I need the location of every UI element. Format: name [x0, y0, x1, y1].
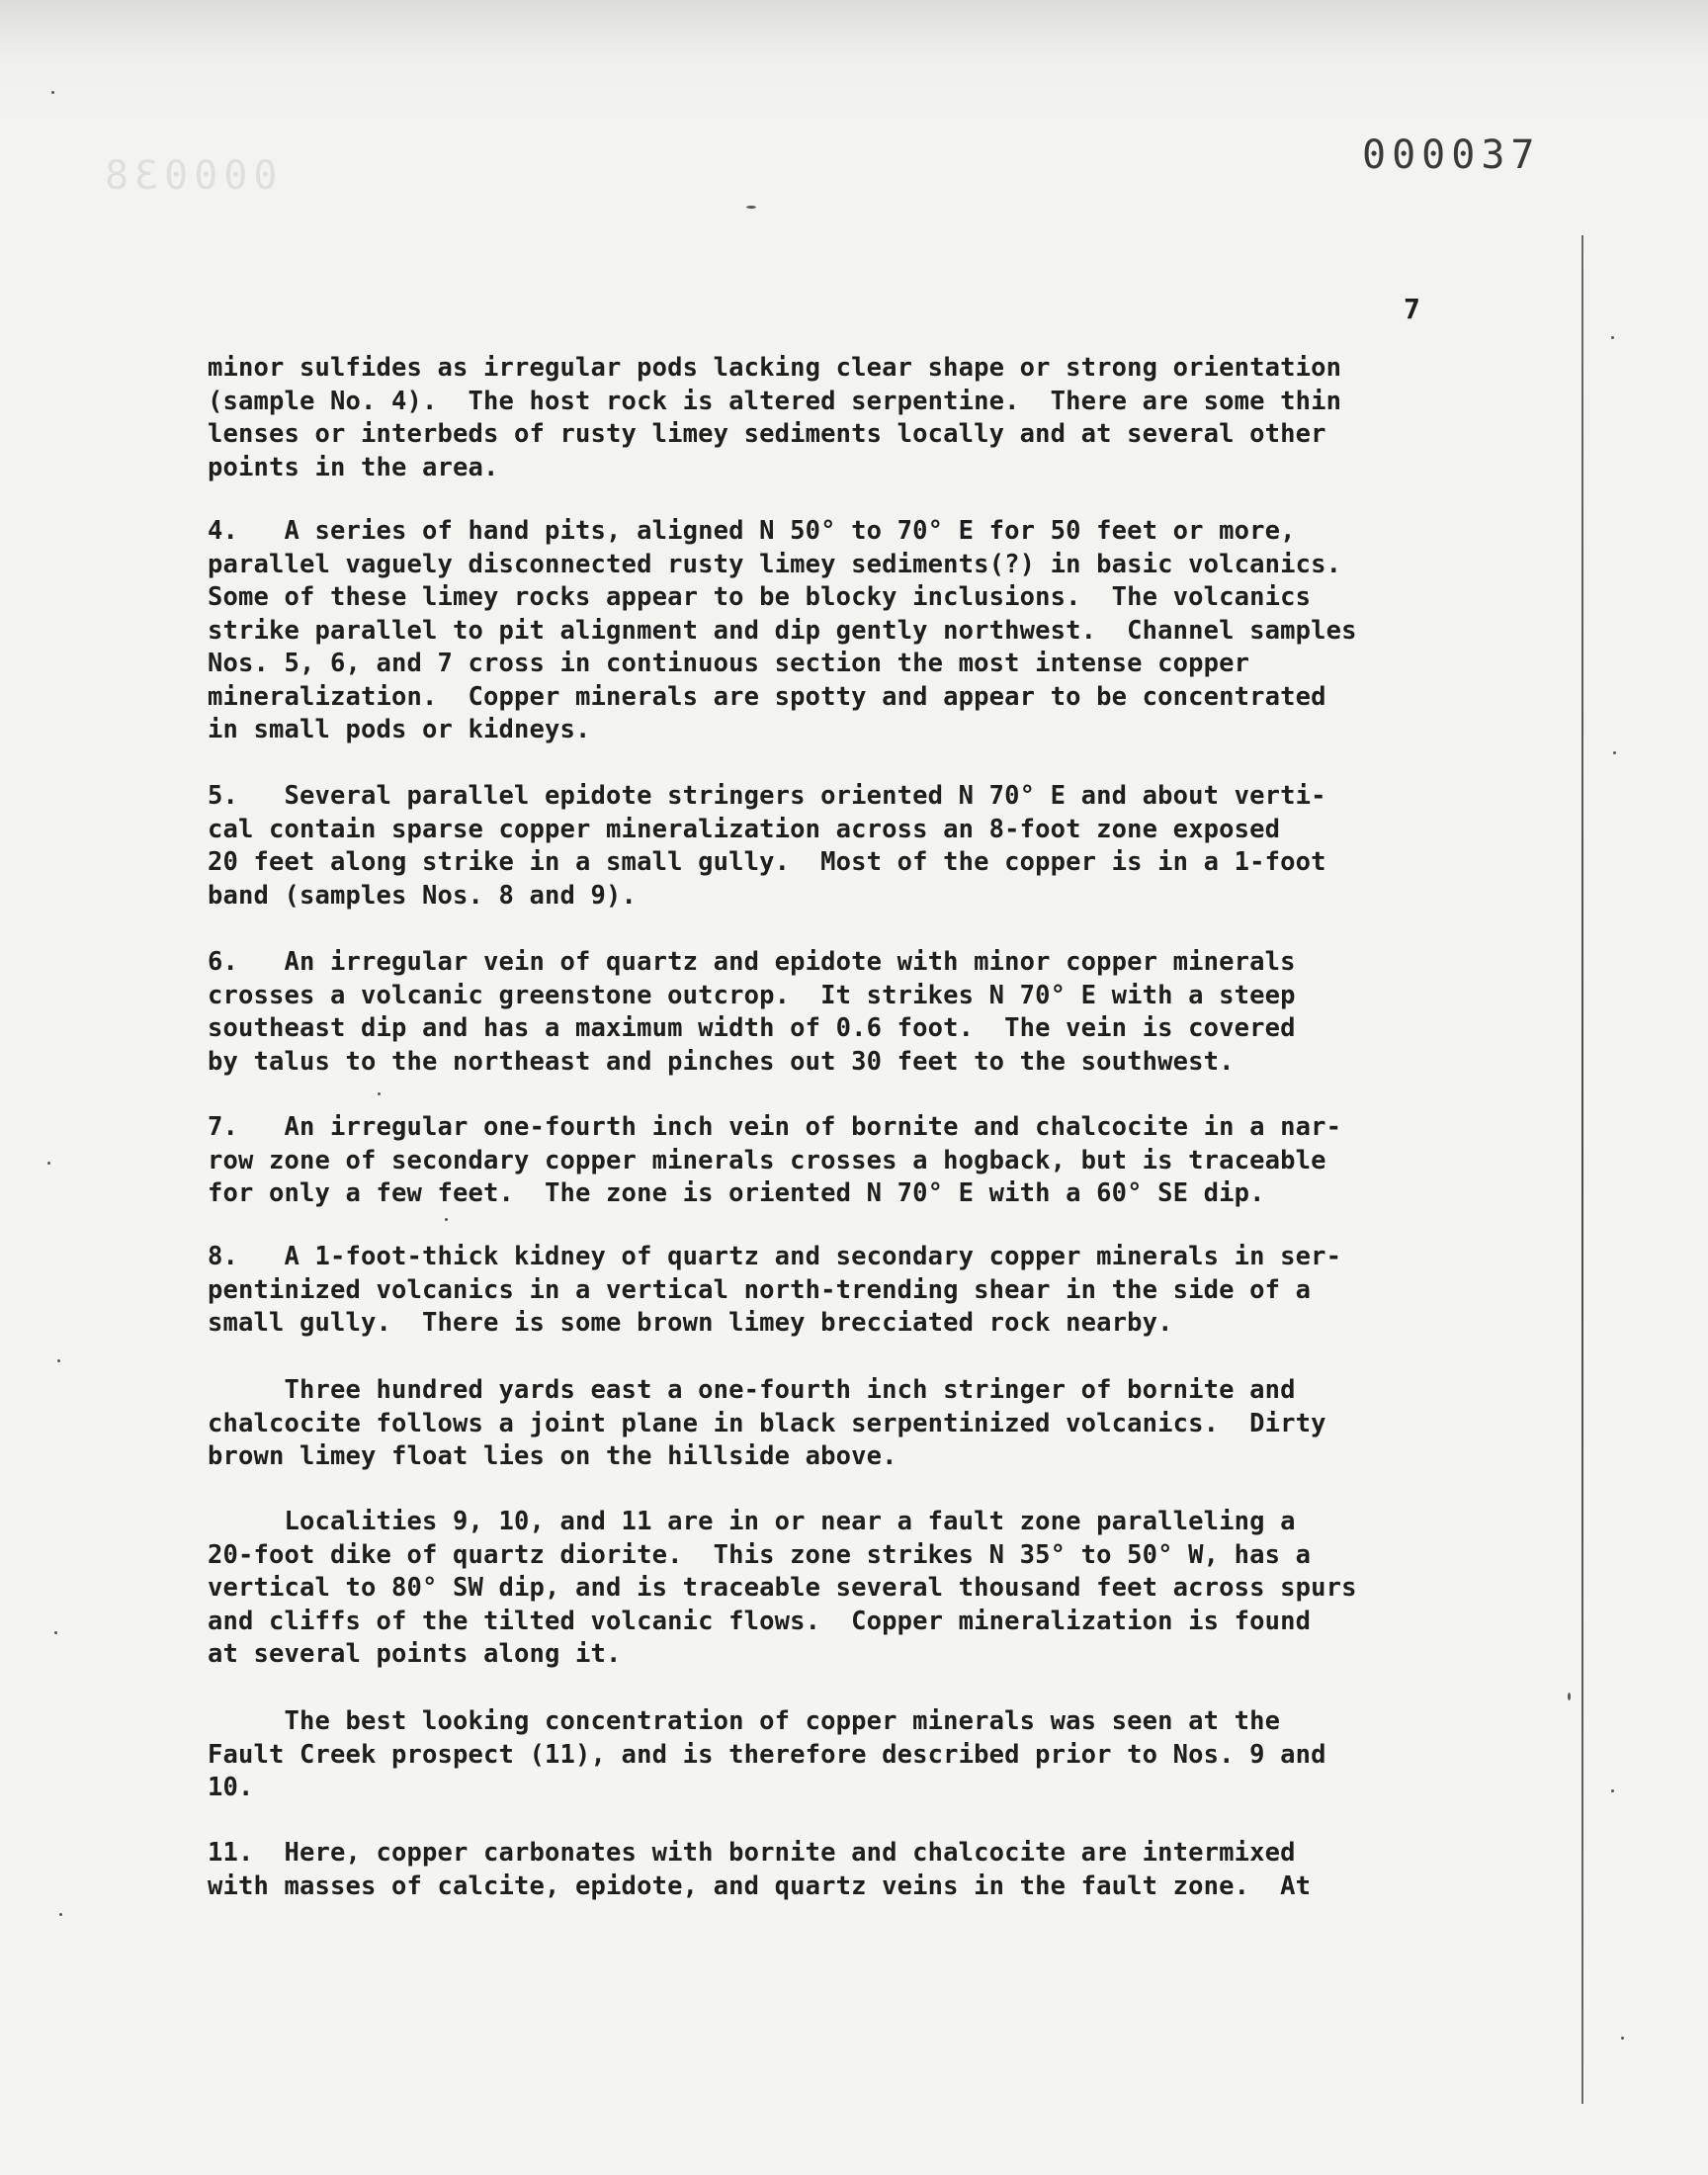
- text-line: The best looking concentration of copper minerals was seen at the: [208, 1706, 1281, 1736]
- text-line: row zone of secondary copper minerals crosses a hogback, but is traceable: [208, 1145, 1326, 1175]
- text-line: with masses of calcite, epidote, and quartz veins in the fault zone. At: [208, 1870, 1312, 1901]
- text-line: 10.: [208, 1773, 254, 1802]
- text-line: 11. Here, copper carbonates with bornite and chalcocite are intermixed: [208, 1838, 1296, 1868]
- scan-speck: [51, 91, 54, 94]
- text-line: in small pods or kidneys.: [208, 715, 591, 744]
- scan-speck: [378, 1092, 381, 1095]
- paragraph-item-5: [208, 780, 1326, 913]
- text-line: strike parallel to pit alignment and dip gently northwest. Channel samples: [208, 615, 1357, 646]
- scan-speck: [57, 1359, 60, 1362]
- text-line: mineralization. Copper minerals are spotty and appear to be concentrated: [208, 681, 1326, 712]
- paragraph-item-6: [208, 946, 1296, 1079]
- text-line: by talus to the northeast and pinches out 30 feet to the southwest.: [208, 1046, 1235, 1077]
- margin-rule: [1581, 235, 1583, 2104]
- text-line: lenses or interbeds of rusty limey sediments locally and at several other: [208, 419, 1326, 449]
- paragraph-item-7: [208, 1111, 1341, 1211]
- scan-shadow: [0, 0, 1708, 59]
- text-line: Nos. 5, 6, and 7 cross in continuous section the most intense copper: [208, 649, 1250, 678]
- text-line: 7. An irregular one-fourth inch vein of bornite and chalcocite in a nar-: [208, 1112, 1342, 1142]
- text-line: vertical to 80° SW dip, and is traceable several thousand feet across spurs: [208, 1573, 1357, 1603]
- text-line: for only a few feet. The zone is oriented N 70° E with a 60° SE dip.: [208, 1178, 1265, 1208]
- paragraph-intro: [208, 352, 1341, 484]
- paragraph-three-hundred-yards: [208, 1374, 1326, 1474]
- text-line: 4. A series of hand pits, aligned N 50° to 70° E for 50 feet or more,: [208, 516, 1296, 546]
- text-line: small gully. There is some brown limey brecciated rock nearby.: [208, 1308, 1173, 1338]
- text-line: parallel vaguely disconnected rusty limey sediments(?) in basic volcanics.: [208, 549, 1342, 579]
- scan-speck: [1611, 1789, 1614, 1792]
- text-line: 20 feet along strike in a small gully. Most of the copper is in a 1-foot: [208, 847, 1326, 877]
- scan-speck: [1621, 2037, 1624, 2040]
- text-line: and cliffs of the tilted volcanic flows. Copper mineralization is found: [208, 1606, 1312, 1636]
- text-line: brown limey float lies on the hillside above.: [208, 1441, 897, 1471]
- text-line: at several points along it.: [208, 1639, 622, 1669]
- text-line: cal contain sparse copper mineralization across an 8-foot zone exposed: [208, 814, 1281, 844]
- text-line: minor sulfides as irregular pods lacking clear shape or strong orientation: [208, 353, 1342, 383]
- page-number: 7: [1404, 293, 1420, 325]
- paragraph-item-4: [208, 515, 1357, 747]
- scan-speck: [1568, 1693, 1571, 1700]
- text-line: Three hundred yards east a one-fourth inch stringer of bornite and: [208, 1375, 1296, 1405]
- scan-speck: [445, 1218, 448, 1221]
- text-line: southeast dip and has a maximum width of 0.6 foot. The vein is covered: [208, 1013, 1296, 1043]
- bleed-through-stamp: 000038: [99, 153, 278, 199]
- scan-speck: [59, 1913, 62, 1916]
- text-line: band (samples Nos. 8 and 9).: [208, 880, 638, 911]
- paragraph-localities: [208, 1506, 1357, 1672]
- scan-speck: [746, 206, 756, 209]
- text-line: Localities 9, 10, and 11 are in or near a fault zone paralleling a: [208, 1507, 1296, 1536]
- text-line: 5. Several parallel epidote stringers oriented N 70° E and about verti-: [208, 781, 1326, 811]
- text-line: Some of these limey rocks appear to be blocky inclusions. The volcanics: [208, 582, 1312, 612]
- bates-stamp-number: 000037: [1362, 132, 1541, 178]
- paragraph-item-8: [208, 1241, 1341, 1341]
- text-line: 6. An irregular vein of quartz and epidote with minor copper minerals: [208, 947, 1296, 977]
- text-line: Fault Creek prospect (11), and is therefore described prior to Nos. 9 and: [208, 1739, 1326, 1770]
- text-line: points in the area.: [208, 452, 499, 482]
- scan-speck: [1613, 751, 1616, 754]
- paragraph-item-11: [208, 1837, 1311, 1903]
- scan-speck: [54, 1631, 57, 1634]
- scan-speck: [1611, 336, 1614, 339]
- text-line: chalcocite follows a joint plane in black serpentinized volcanics. Dirty: [208, 1408, 1326, 1438]
- scan-speck: [47, 1162, 50, 1165]
- text-line: 8. A 1-foot-thick kidney of quartz and secondary copper minerals in ser-: [208, 1242, 1342, 1271]
- text-line: pentinized volcanics in a vertical north-trending shear in the side of a: [208, 1274, 1312, 1305]
- text-line: (sample No. 4). The host rock is altered serpentine. There are some thin: [208, 386, 1342, 416]
- text-line: 20-foot dike of quartz diorite. This zone strikes N 35° to 50° W, has a: [208, 1539, 1312, 1570]
- paragraph-best-looking: [208, 1705, 1326, 1805]
- text-line: crosses a volcanic greenstone outcrop. It strikes N 70° E with a steep: [208, 980, 1296, 1010]
